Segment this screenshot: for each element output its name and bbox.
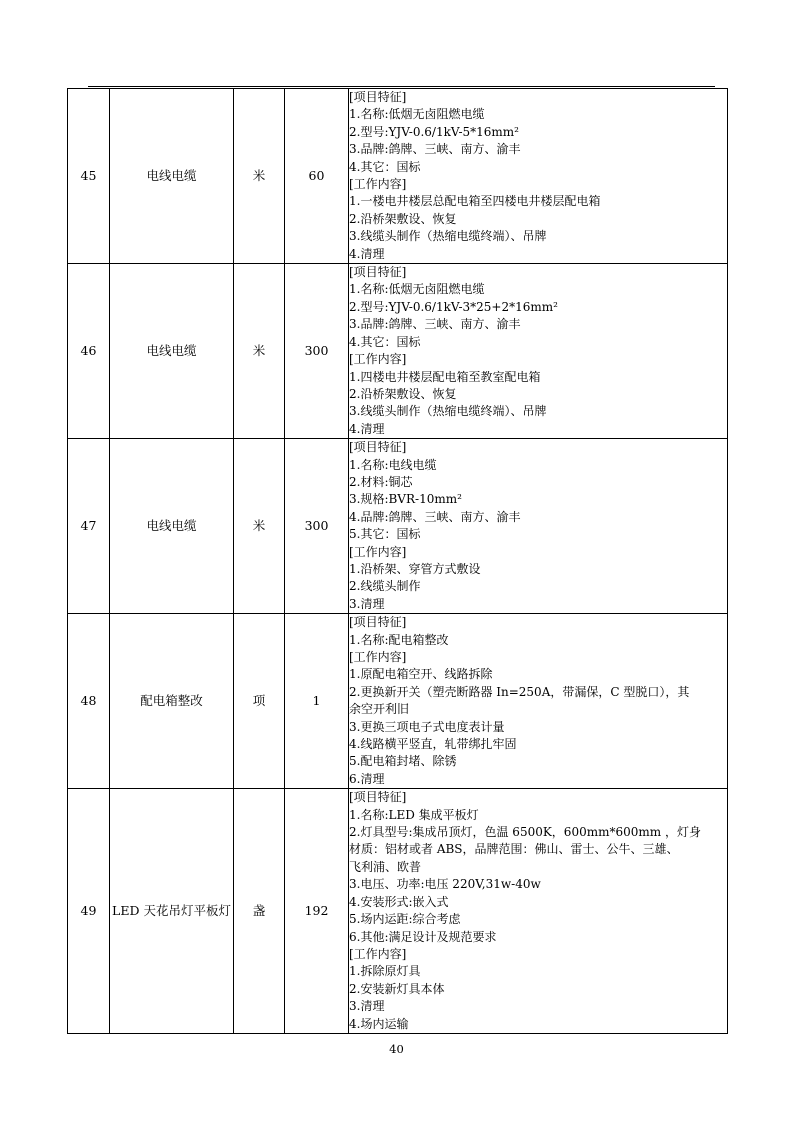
description-line: 2.线缆头制作 [349, 579, 421, 594]
description-line: [工作内容] [349, 544, 407, 559]
description-line: 余空开利旧 [349, 702, 410, 717]
bill-of-quantities-table [67, 88, 728, 1034]
item-quantity: 1 [285, 614, 349, 789]
description-line: 1.一楼电井楼层总配电箱至四楼电井楼层配电箱 [349, 194, 601, 209]
description-line: 4.其它：国标 [349, 159, 421, 174]
description-line: 2.型号:YJV-0.6/1kV-5*16mm² [349, 124, 519, 139]
description-line: 3.更换三项电子式电度表计量 [349, 719, 505, 734]
item-number: 47 [68, 439, 110, 614]
table-row [68, 439, 728, 614]
item-description [349, 789, 728, 1034]
description-line: 1.四楼电井楼层配电箱至教室配电箱 [349, 369, 541, 384]
item-quantity: 300 [285, 264, 349, 439]
item-quantity: 192 [285, 789, 349, 1034]
item-name: 配电箱整改 [110, 614, 234, 789]
item-name: 电线电缆 [110, 439, 234, 614]
description-line: 1.名称:配电箱整改 [349, 632, 449, 647]
item-description [349, 89, 728, 264]
description-line: 材质：铝材或者 ABS，品牌范围：佛山、雷士、公牛、三雄、 [349, 842, 679, 857]
table-row [68, 789, 728, 1034]
item-number: 49 [68, 789, 110, 1034]
description-line: 6.其他:满足设计及规范要求 [349, 929, 497, 944]
description-line: 2.更换新开关（塑壳断路器 In=250A，带漏保，C 型脱口），其 [349, 684, 690, 699]
description-line: 2.材料:铜芯 [349, 474, 413, 489]
description-line: 3.品牌:鸽牌、三峡、南方、渝丰 [349, 142, 521, 157]
description-line: 1.原配电箱空开、线路拆除 [349, 667, 493, 682]
description-line: 3.线缆头制作（热缩电缆终端）、吊牌 [349, 229, 547, 244]
description-line: 2.灯具型号:集成吊顶灯，色温 6500K，600mm*600mm ，灯身 [349, 825, 701, 840]
item-description [349, 264, 728, 439]
description-line: 3.清理 [349, 596, 385, 611]
description-line: 4.清理 [349, 421, 385, 436]
description-line: [工作内容] [349, 650, 407, 664]
table-row [68, 614, 728, 789]
description-line: 1.名称:低烟无卤阻燃电缆 [349, 107, 485, 122]
description-line: 5.场内运距:综合考虑 [349, 912, 461, 927]
description-line: [项目特征] [349, 790, 407, 805]
description-line: 1.拆除原灯具 [349, 964, 421, 979]
item-unit: 米 [234, 264, 285, 439]
description-line: 1.名称:低烟无卤阻燃电缆 [349, 282, 485, 297]
item-number: 48 [68, 614, 110, 789]
item-unit: 米 [234, 89, 285, 264]
description-line: [项目特征] [349, 615, 407, 630]
item-quantity: 60 [285, 89, 349, 264]
description-line: 2.沿桥架敷设、恢复 [349, 211, 457, 226]
item-name: LED 天花吊灯平板灯 [110, 789, 234, 1034]
table-body [68, 89, 728, 1034]
description-line: 5.配电箱封堵、除锈 [349, 754, 457, 769]
description-line: 3.线缆头制作（热缩电缆终端）、吊牌 [349, 404, 547, 419]
description-line: 3.清理 [349, 999, 385, 1014]
item-name: 电线电缆 [110, 264, 234, 439]
description-line: 1.沿桥架、穿管方式敷设 [349, 561, 481, 576]
item-description [349, 614, 728, 789]
page-number: 40 [389, 1042, 404, 1056]
description-line: 6.清理 [349, 771, 385, 786]
description-line: 飞利浦、欧普 [349, 859, 422, 874]
item-unit: 盏 [234, 789, 285, 1034]
item-number: 45 [68, 89, 110, 264]
description-line: 4.安装形式:嵌入式 [349, 894, 449, 909]
description-line: 4.品牌:鸽牌、三峡、南方、渝丰 [349, 509, 521, 524]
table-row [68, 264, 728, 439]
description-line: [工作内容] [349, 177, 407, 192]
item-number: 46 [68, 264, 110, 439]
description-line: 2.沿桥架敷设、恢复 [349, 386, 457, 401]
header-rule [88, 86, 715, 87]
item-unit: 米 [234, 439, 285, 614]
description-line: 1.名称:LED 集成平板灯 [349, 807, 479, 822]
table-row [68, 89, 728, 264]
description-line: 3.电压、功率:电压 220V,31w-40w [349, 877, 541, 892]
description-line: 4.清理 [349, 246, 385, 261]
item-description [349, 439, 728, 614]
description-line: [工作内容] [349, 352, 407, 367]
item-unit: 项 [234, 614, 285, 789]
description-line: [项目特征] [349, 265, 407, 280]
description-line: [项目特征] [349, 440, 407, 455]
item-quantity: 300 [285, 439, 349, 614]
description-line: 5.其它：国标 [349, 527, 421, 542]
description-line: 1.名称:电线电缆 [349, 457, 437, 472]
description-line: 3.规格:BVR-10mm² [349, 492, 462, 507]
description-line: 4.场内运输 [349, 1016, 409, 1031]
description-line: [工作内容] [349, 946, 407, 961]
description-line: 4.线路横平竖直，轧带绑扎牢固 [349, 737, 517, 752]
description-line: 2.安装新灯具本体 [349, 981, 445, 996]
item-name: 电线电缆 [110, 89, 234, 264]
description-line: 3.品牌:鸽牌、三峡、南方、渝丰 [349, 317, 521, 332]
description-line: [项目特征] [349, 90, 407, 104]
description-line: 4.其它：国标 [349, 334, 421, 349]
description-line: 2.型号:YJV-0.6/1kV-3*25+2*16mm² [349, 299, 558, 314]
